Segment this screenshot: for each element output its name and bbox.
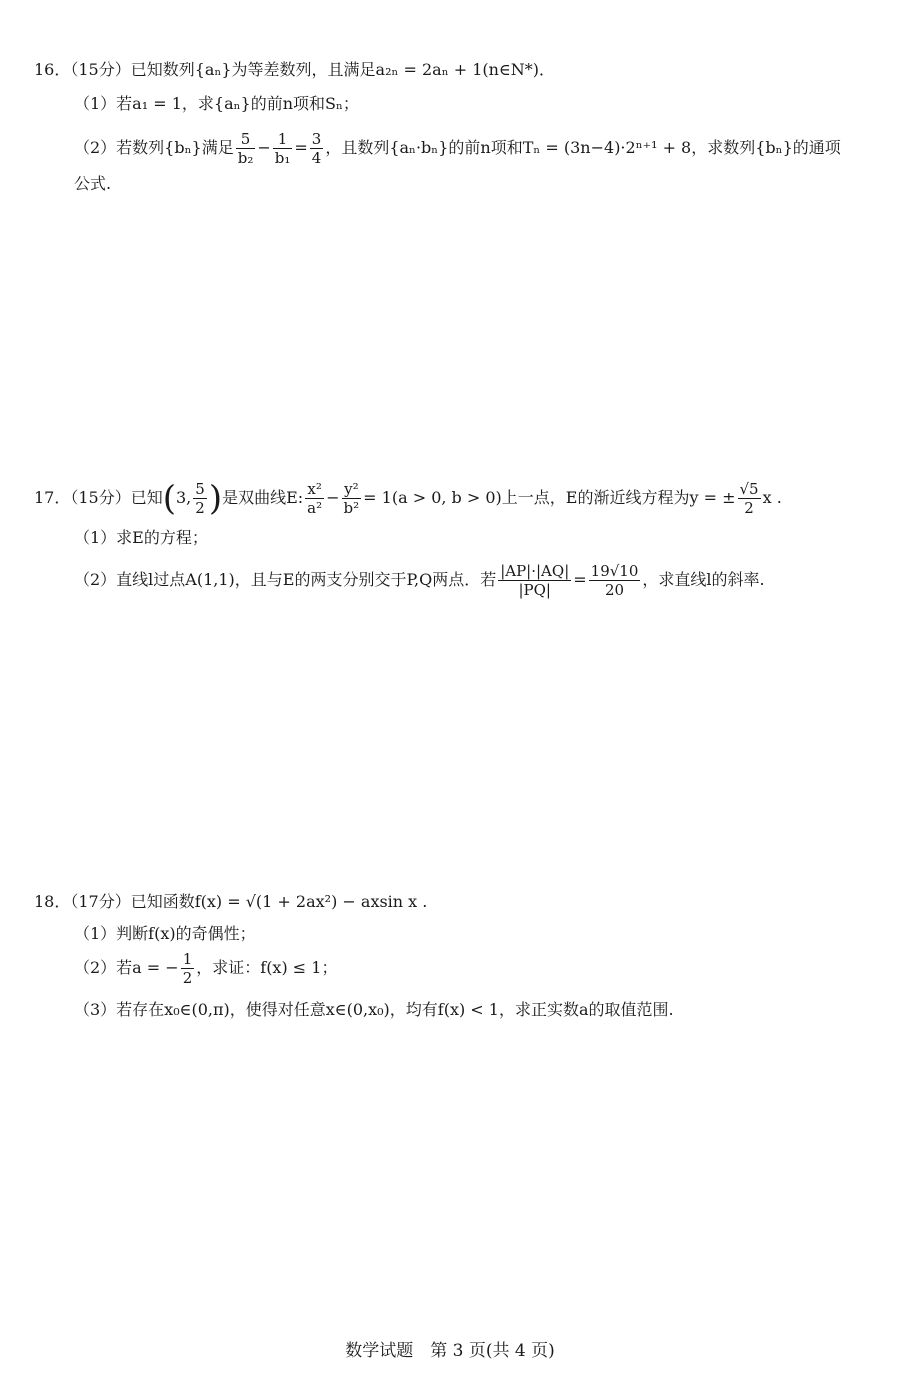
- minus-sign: −: [257, 138, 271, 157]
- q17-part2-text-a: （2）直线l过点A(1,1)，且与E的两支分别交于P,Q两点．若: [74, 570, 497, 589]
- frac-denominator: 2: [182, 969, 193, 987]
- ratio-frac: [498, 562, 571, 599]
- frac-denominator: a²: [307, 499, 323, 517]
- equals-sign: =: [294, 138, 308, 157]
- q18-frac-1-2: [181, 950, 195, 987]
- hyp-frac-x2-a2: [305, 480, 324, 517]
- frac-numerator: 5: [236, 130, 256, 149]
- frac-numerator: √5: [739, 480, 759, 498]
- frac-numerator: 5: [195, 480, 205, 498]
- q16-stem: 16．（15分）已知数列{aₙ}为等差数列，且满足a₂ₙ = 2aₙ + 1(n∈N*)．: [34, 60, 556, 79]
- q16-part2-text-a: （2）若数列{bₙ}满足: [74, 138, 234, 157]
- asymptote-frac: [738, 480, 761, 517]
- q16-frac-5-b2: [236, 130, 256, 167]
- frac-numerator: 1: [273, 130, 293, 149]
- frac-denominator: b²: [343, 499, 360, 517]
- frac-numerator: |AP|·|AQ|: [500, 562, 570, 580]
- ratio-value-frac: [589, 562, 641, 599]
- point-x: 3,: [176, 488, 192, 507]
- q16-part2-text-b: ，且数列{aₙ·bₙ}的前n项和Tₙ = (3n−4)·2ⁿ⁺¹ + 8，求数列{bₙ}的通项: [325, 138, 841, 157]
- q17-stem-text-a: 17．（15分）已知: [34, 488, 163, 507]
- frac-numerator: 19√10: [590, 562, 639, 580]
- frac-numerator: 3: [311, 130, 322, 148]
- q17-part1: （1）求E的方程；: [74, 528, 208, 547]
- frac-numerator: y²: [342, 480, 362, 499]
- frac-denominator: |PQ|: [518, 581, 551, 599]
- q18-part2-text-a: （2）若a = −: [74, 958, 179, 977]
- q16-frac-3-4: [310, 130, 324, 167]
- point-frac-5-2: [193, 480, 207, 517]
- q17-part2-text-b: ，求直线l的斜率.: [642, 570, 765, 589]
- q16-part2-continuation: 公式.: [74, 174, 112, 193]
- q18-part3: （3）若存在x₀∈(0,π)，使得对任意x∈(0,x₀)，均有f(x) < 1，求正实数a的取值范围.: [74, 1000, 674, 1019]
- hyp-frac-y2-b2: [342, 480, 362, 517]
- frac-denominator: b₂: [237, 149, 254, 167]
- q17-stem-text-c: = 1(a > 0, b > 0)上一点，E的渐近线方程为y = ±: [363, 488, 736, 507]
- right-paren: ): [208, 478, 223, 519]
- frac-denominator: 4: [311, 149, 322, 167]
- q17-stem-text-b: 是双曲线E:: [222, 488, 304, 507]
- frac-denominator: b₁: [274, 149, 291, 167]
- q18-part1: （1）判断f(x)的奇偶性；: [74, 924, 256, 943]
- frac-denominator: 2: [195, 499, 205, 517]
- q18-stem: 18．（17分）已知函数f(x) = √(1 + 2ax²) − axsin x .: [34, 892, 428, 911]
- q16-part1: （1）若a₁ = 1，求{aₙ}的前n项和Sₙ；: [74, 94, 359, 113]
- frac-denominator: 2: [744, 499, 754, 517]
- equals-sign: =: [573, 570, 587, 589]
- q18-part2-text-b: ，求证：f(x) ≤ 1；: [196, 958, 338, 977]
- frac-numerator: 1: [182, 950, 193, 968]
- frac-numerator: x²: [305, 480, 324, 499]
- q18-part2: [74, 948, 337, 988]
- q17-part2: [74, 558, 765, 602]
- left-paren: (: [162, 478, 176, 519]
- q17-stem-text-d: x .: [762, 488, 782, 507]
- frac-denominator: 20: [604, 581, 625, 599]
- q16-frac-1-b1: [273, 130, 293, 167]
- minus-sign: −: [326, 488, 340, 507]
- page-footer: 数学试题 第 3 页(共 4 页): [345, 1341, 555, 1361]
- q17-stem: [34, 476, 782, 521]
- q16-part2: [74, 128, 841, 168]
